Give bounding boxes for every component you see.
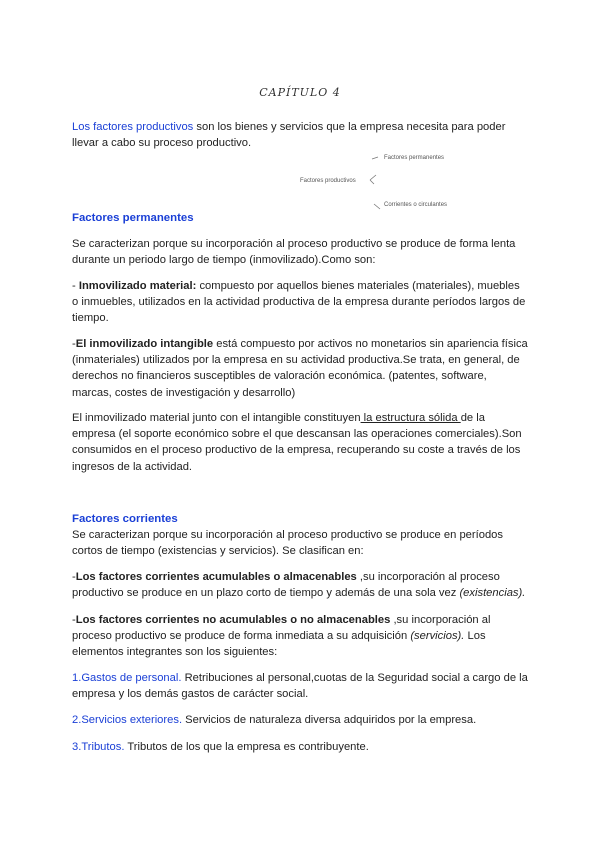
perm-summary-a: El inmovilizado material junto con el intangible constituyen [72, 412, 361, 424]
corr-acumulables-paragraph [72, 569, 528, 601]
perm-material-paragraph [72, 278, 528, 327]
heading-factores-permanentes: Factores permanentes [72, 212, 194, 224]
perm-intang-text: está compuesto por activos no monetarios sin apariencia física (inmateriales) utilizados por la empresa en su actividad productiva.Se trata, en general, de derechos no financieros susceptibles de valoración económica. (patentes, software, marcas, costes de investigación y desarrollo) [72, 338, 528, 399]
list-item-label: 1.Gastos de personal. [72, 672, 182, 684]
corr-acum-prefix: - [72, 571, 76, 583]
corr-noacum-tail: Los elementos integrantes son los siguientes: [72, 630, 486, 659]
list-item-label: 2.Servicios exteriores. [72, 714, 183, 726]
corr-noacum-prefix: - [72, 614, 76, 626]
list-item [72, 670, 528, 702]
perm-summary-b: de la empresa (el soporte económico sobre el que descansan las operaciones comerciales).Son consumidos en el proceso productivo de la empresa, recuperando su coste a través de los ingresos de la actividad. [72, 412, 522, 473]
factors-diagram [296, 150, 476, 216]
chapter-title: CAPÍTULO 4 [259, 86, 341, 99]
corr-acum-term: Los factores corrientes acumulables o almacenables [75, 571, 357, 583]
perm-intang-prefix: - [72, 338, 76, 350]
list-item-text: Servicios de naturaleza diversa adquiridos por la empresa. [182, 714, 477, 726]
corr-no-acumulables-paragraph [72, 612, 528, 661]
corr-description: Se caracterizan porque su incorporación al proceso productivo se produce en períodos cortos de tiempo (existencias y servicios). Se clasifican en: [72, 529, 503, 558]
list-item [72, 712, 528, 728]
corr-noacum-italic: (servicios). [410, 630, 465, 643]
perm-material-term: Inmovilizado material: [78, 280, 197, 292]
perm-summary-paragraph [72, 410, 528, 475]
diagram-branch-bottom: Corrientes o circulantes [384, 202, 448, 208]
list-item-text: Retribuciones al personal,cuotas de la Seguridad social a cargo de la empresa y los demás gastos de carácter social. [72, 672, 528, 701]
heading-factores-corrientes: Factores corrientes [72, 513, 178, 525]
perm-summary-underlined: la estructura sólida [360, 412, 461, 424]
diagram-branch-top: Factores permanentes [384, 155, 445, 161]
list-item [72, 739, 528, 755]
corr-acum-italic: (existencias). [459, 587, 526, 600]
corr-acum-text: ,su incorporación al proceso productivo se produce en un plazo corto de tiempo y además de una sola vez [72, 571, 500, 600]
intro-paragraph [72, 119, 528, 151]
perm-intangible-paragraph [72, 336, 528, 401]
perm-description: Se caracterizan porque su incorporación al proceso productivo se produce de forma lenta durante un periodo largo de tiempo (inmovilizado).Como son: [72, 238, 516, 267]
perm-intang-term: El inmovilizado intangible [75, 338, 214, 350]
diagram-root: Factores productivos [300, 178, 356, 184]
list-item-label: 3.Tributos. [72, 741, 125, 753]
perm-material-text: compuesto por aquellos bienes materiales (materiales), muebles o inmuebles, utilizados en la actividad productiva de la empresa durante períodos largos de tiempo. [72, 280, 526, 325]
corr-noacum-term: Los factores corrientes no acumulables o no almacenables [75, 614, 391, 626]
intro-text: son los bienes y servicios que la empresa necesita para poder llevar a cabo su proceso productivo. [72, 121, 506, 150]
perm-material-prefix: - [72, 280, 79, 292]
corr-noacum-text: ,su incorporación al proceso productivo se produce de forma inmediata a su adquisición [72, 614, 491, 643]
list-item-text: Tributos de los que la empresa es contribuyente. [124, 741, 369, 753]
intro-link: Los factores productivos [72, 121, 194, 133]
